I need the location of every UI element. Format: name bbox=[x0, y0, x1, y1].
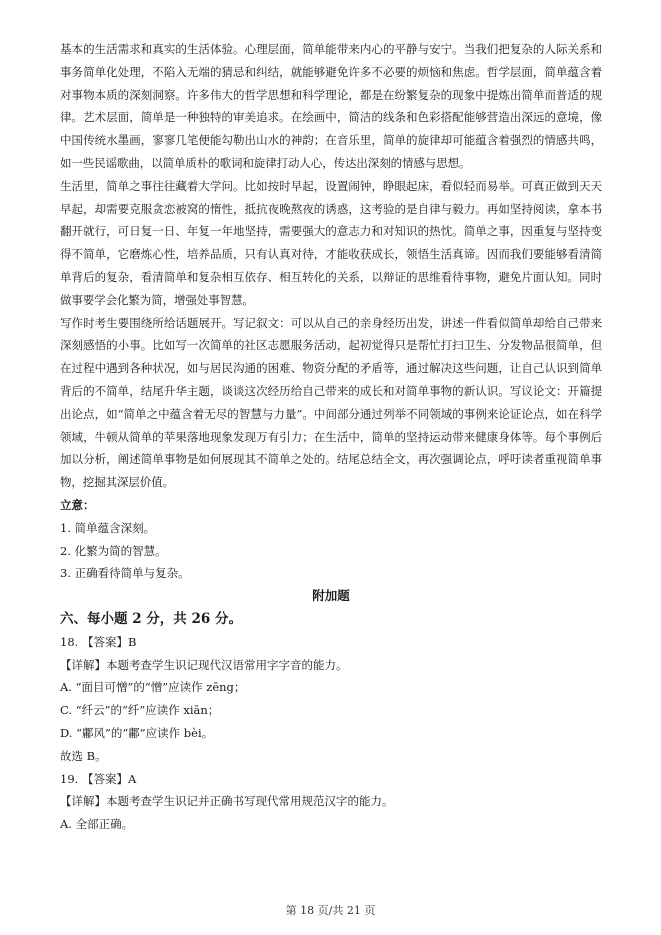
q19-answer: 19. 【答案】A bbox=[60, 771, 137, 786]
q18-answer: 18. 【答案】B bbox=[60, 634, 137, 649]
q18-detail: 【详解】本题考查学生识记现代汉语常用字字音的能力。 bbox=[60, 657, 348, 672]
intent-item: 2. 化繁为简的智慧。 bbox=[60, 543, 167, 558]
intent-item: 1. 简单蕴含深刻。 bbox=[60, 520, 156, 535]
page-number: 第 18 页/共 21 页 bbox=[285, 904, 376, 917]
q18-line: C. “纤云”的“纤”应读作 xiān； bbox=[60, 703, 220, 718]
part-heading: 六、每小题 2 分，共 26 分。 bbox=[60, 610, 242, 627]
q18-line: D. “鄘风”的“鄘”应读作 bèi。 bbox=[60, 725, 214, 740]
q18-conclusion: 故选 B。 bbox=[60, 748, 107, 763]
paragraph-life: 生活里，简单之事往往藏着大学问。比如按时早起，设置闹钟，睁眼起床，看似轻而易举。可真正做到天天早起，却需要克服贪恋被窝的惰性，抵抗夜晚熬夜的诱惑，这考验的是自律与毅力。再如坚持阅读，拿本书翻开就行，可日复一日、年复一年地坚持，需要强大的意志力和对知识的热忱。简单之事，因重复与坚持变得不简单，它磨炼心性，培养品质，只有认真对待，才能收获成长，领悟生活真谛。因而我们要能够看清简单背后的复杂，看清简单和复杂相互依存、相互转化的关系，以辩证的思维看待事物，避免片面认知。同时做事要学会化繁为简，增强处事智慧。 bbox=[60, 178, 602, 307]
section-title: 附加题 bbox=[312, 588, 350, 604]
intent-label: 立意： bbox=[60, 497, 95, 512]
page-body bbox=[60, 38, 602, 836]
intent-item: 3. 正确看待简单与复杂。 bbox=[60, 566, 190, 581]
paragraph-writing-guide: 写作时考生要围绕所给话题展开。写记叙文：可以从自己的亲身经历出发，讲述一件看似简单却给自己带来深刻感悟的小事。比如写一次简单的社区志愿服务活动，起初觉得只是帮忙打扫卫生、分发物品很简单，但在过程中遇到各种状况，如与居民沟通的困难、物资分配的矛盾等，通过解决这些问题，让自己认识到简单背后的不简单，结尾升华主题，谈谈这次经历给自己带来的成长和对简单事物的新认识。写议论文：开篇提出论点，如“简单之中蕴含着无尽的智慧与力量”。中间部分通过列举不同领域的事例来论证论点，如在科学领域，牛顿从简单的苹果落地现象发现万有引力；在生活中，简单的坚持运动带来健康身体等。每个事例后加以分析，阐述简单事物是如何展现其不简单之处的。结尾总结全文，再次强调论点，呼吁读者重视简单事物，挖掘其深层价值。 bbox=[60, 315, 602, 490]
q19-line: A. 全部正确。 bbox=[60, 817, 134, 832]
q19-detail: 【详解】本题考查学生识记并正确书写现代常用规范汉字的能力。 bbox=[60, 794, 394, 809]
paragraph-levels: 基本的生活需求和真实的生活体验。心理层面，简单能带来内心的平静与安宁。当我们把复杂的人际关系和事务简单化处理，不陷入无端的猜忌和纠结，就能够避免许多不必要的烦恼和焦虑。哲学层面，简单蕴含着对事物本质的深刻洞察。许多伟大的哲学思想和科学理论，都是在纷繁复杂的现象中提炼出简单而普适的规律。艺术层面，简单是一种独特的审美追求。在绘画中，简洁的线条和色彩搭配能够营造出深远的意境，像中国传统水墨画，寥寥几笔便能勾勒出山水的神韵；在音乐里，简单的旋律却可能蕴含着强烈的情感共鸣，如一些民谣歌曲，以简单质朴的歌词和旋律打动人心，传达出深刻的情感与思想。 bbox=[60, 42, 602, 170]
q18-line: A. “面目可憎”的“憎”应读作 zēng； bbox=[60, 680, 246, 695]
